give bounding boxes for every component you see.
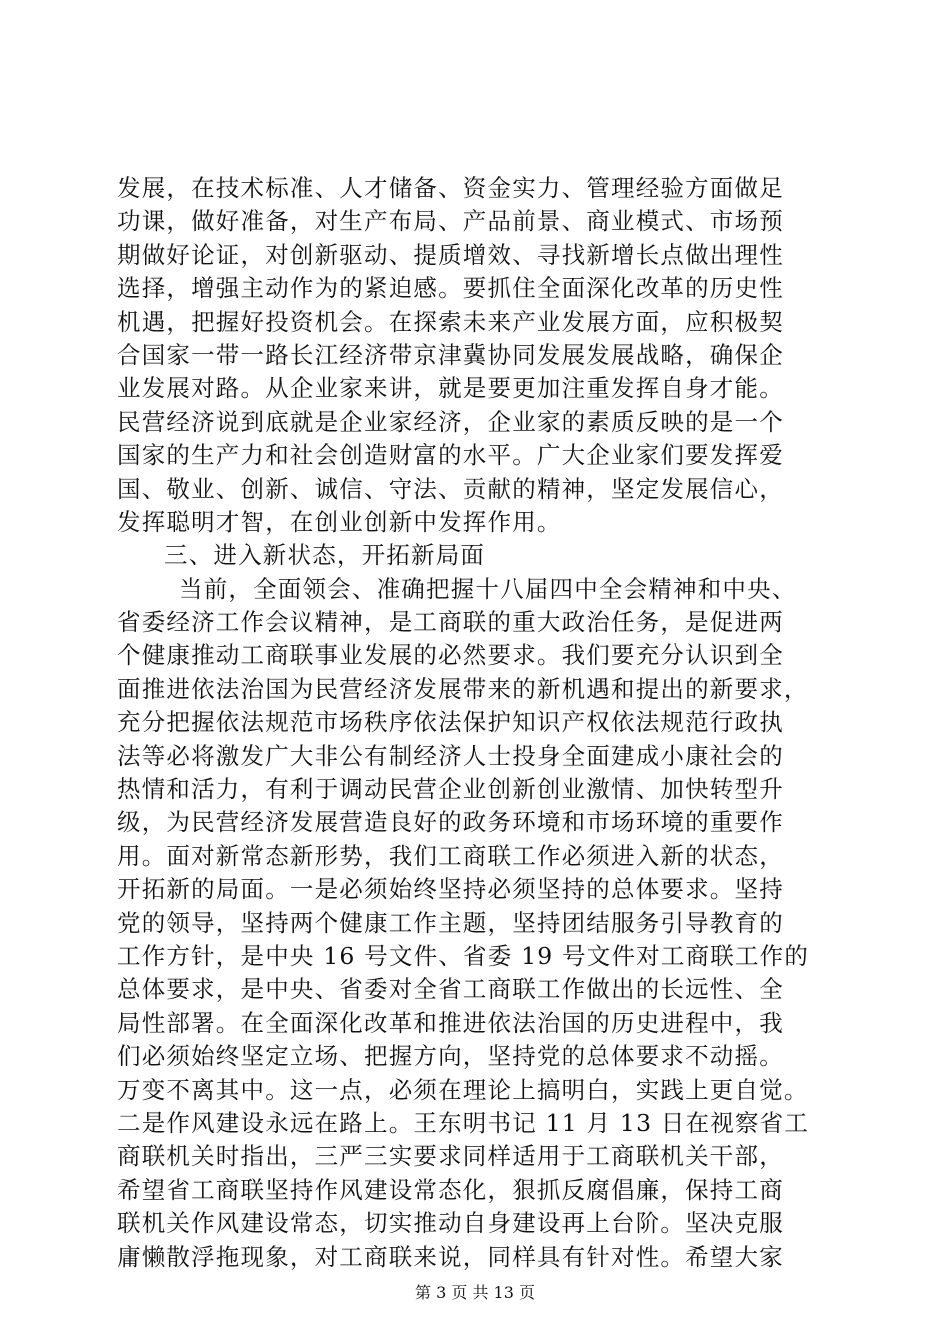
text-line: 万变不离其中。这一点，必须在理论上搞明白，实践上更自觉。 <box>117 1075 809 1104</box>
text-line: 合国家一带一路长江经济带京津冀协同发展发展战略，确保企 <box>117 340 784 369</box>
text-line: 热情和活力，有利于调动民营企业创新创业激情、加快转型升 <box>117 775 784 804</box>
text-line: 功课，做好准备，对生产布局、产品前景、商业模式、市场预 <box>117 207 784 236</box>
text-line: 选择，增强主动作为的紧迫感。要抓住全面深化改革的历史性 <box>117 274 784 303</box>
text-line: 党的领导，坚持两个健康工作主题，坚持团结服务引导教育的 <box>117 908 784 937</box>
text-line: 们必须始终坚定立场、把握方向，坚持党的总体要求不动摇。 <box>117 1042 784 1071</box>
text-line: 充分把握依法规范市场秩序依法保护知识产权依法规范行政执 <box>117 708 784 737</box>
text-line: 联机关作风建设常态，切实推动自身建设再上台阶。坚决克服 <box>117 1209 784 1238</box>
text-line: 工作方针，是中央 16 号文件、省委 19 号文件对工商联工作的 <box>117 941 810 970</box>
body-text <box>117 172 833 1274</box>
text-line: 商联机关时指出，三严三实要求同样适用于工商联机关干部， <box>117 1142 784 1171</box>
text-line: 省委经济工作会议精神，是工商联的重大政治任务，是促进两 <box>117 608 784 637</box>
text-line: 个健康推动工商联事业发展的必然要求。我们要充分认识到全 <box>117 641 784 670</box>
text-line: 局性部署。在全面深化改革和推进依法治国的历史进程中，我 <box>117 1008 784 1037</box>
section-heading: 三、进入新状态，开拓新局面 <box>164 541 486 570</box>
text-line: 发展，在技术标准、人才储备、资金实力、管理经验方面做足 <box>117 174 784 202</box>
text-line: 级，为民营经济发展营造良好的政务环境和市场环境的重要作 <box>117 808 784 837</box>
text-line: 机遇，把握好投资机会。在探索未来产业发展方面，应积极契 <box>117 307 784 336</box>
text-line: 国、敬业、创新、诚信、守法、贡献的精神，坚定发展信心， <box>117 474 784 503</box>
text-line: 国家的生产力和社会创造财富的水平。广大企业家们要发挥爱 <box>117 441 784 470</box>
text-line: 希望省工商联坚持作风建设常态化，狠抓反腐倡廉，保持工商 <box>117 1175 784 1204</box>
text-line: 总体要求，是中央、省委对全省工商联工作做出的长远性、全 <box>117 975 784 1004</box>
text-line: 发挥聪明才智，在创业创新中发挥作用。 <box>117 507 562 536</box>
text-line: 当前，全面领会、准确把握十八届四中全会精神和中央、 <box>179 574 797 603</box>
text-line: 业发展对路。从企业家来讲，就是要更加注重发挥自身才能。 <box>117 374 784 403</box>
text-line: 用。面对新常态新形势，我们工商联工作必须进入新的状态， <box>117 841 784 870</box>
page-number-footer: 第 3 页 共 13 页 <box>415 1283 535 1302</box>
text-line: 面推进依法治国为民营经济发展带来的新机遇和提出的新要求， <box>117 674 809 703</box>
text-line: 民营经济说到底就是企业家经济，企业家的素质反映的是一个 <box>117 407 784 436</box>
text-line: 开拓新的局面。一是必须始终坚持必须坚持的总体要求。坚持 <box>117 875 784 904</box>
text-line: 法等必将激发广大非公有制经济人士投身全面建成小康社会的 <box>117 741 784 770</box>
text-line: 庸懒散浮拖现象，对工商联来说，同样具有针对性。希望大家 <box>117 1242 784 1271</box>
text-line: 二是作风建设永远在路上。王东明书记 11 月 13 日在视察省工 <box>117 1108 810 1137</box>
text-line: 期做好论证，对创新驱动、提质增效、寻找新增长点做出理性 <box>117 240 784 269</box>
